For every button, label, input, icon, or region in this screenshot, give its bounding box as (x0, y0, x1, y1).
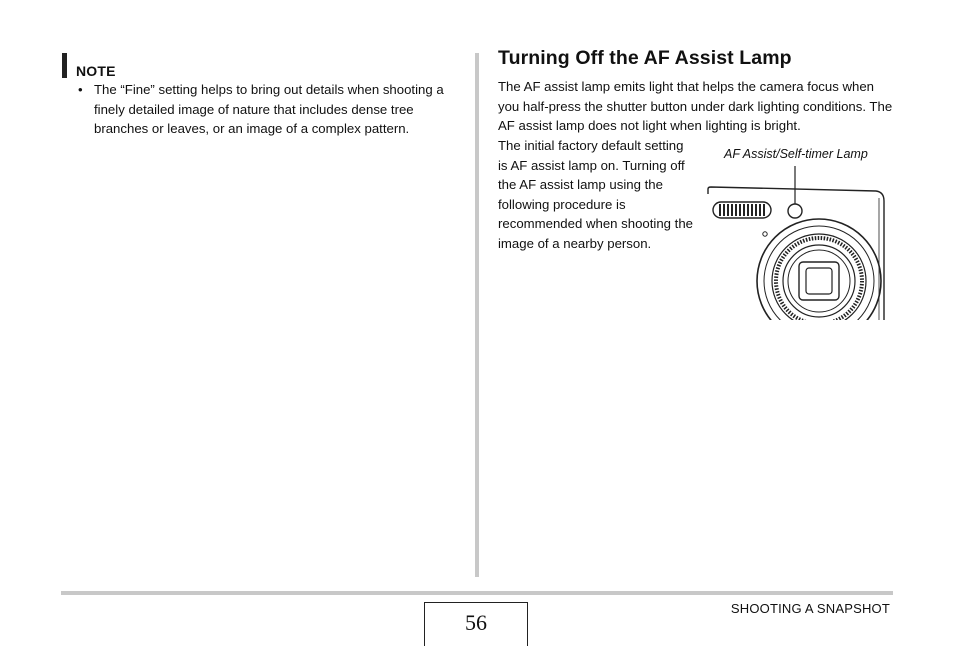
camera-illustration (706, 164, 890, 320)
note-marker-bar (62, 53, 67, 78)
note-item (78, 80, 463, 139)
note-title: NOTE (76, 63, 116, 79)
section-detail: The initial factory default setting is AF assist lamp on. Turning off the AF assist lamp using the following procedure is recommended when shooting the image of a nearby person. (498, 138, 694, 251)
column-divider (475, 53, 479, 577)
chapter-label: SHOOTING A SNAPSHOT (730, 601, 890, 616)
lens-assembly (757, 219, 881, 320)
grip-texture (713, 202, 771, 218)
section-intro: The AF assist lamp emits light that helps the camera focus when you half-press the shutter button under dark lighting conditions. The AF assist lamp does not light when lighting is bright. (498, 79, 893, 134)
af-assist-lamp (788, 204, 802, 218)
footer-rule (61, 591, 893, 595)
microphone-hole (763, 232, 767, 236)
section-heading: Turning Off the AF Assist Lamp (498, 47, 792, 69)
page-number: 56 (465, 610, 487, 635)
bullet-icon: • (78, 82, 83, 97)
figure-caption: AF Assist/Self-timer Lamp (724, 147, 868, 161)
note-list (78, 80, 463, 139)
page-number-box (424, 602, 528, 646)
note-item-text: The “Fine” setting helps to bring out details when shooting a finely detailed image of nature that includes dense tree branches or leaves, or an image of a complex pattern. (94, 82, 444, 137)
